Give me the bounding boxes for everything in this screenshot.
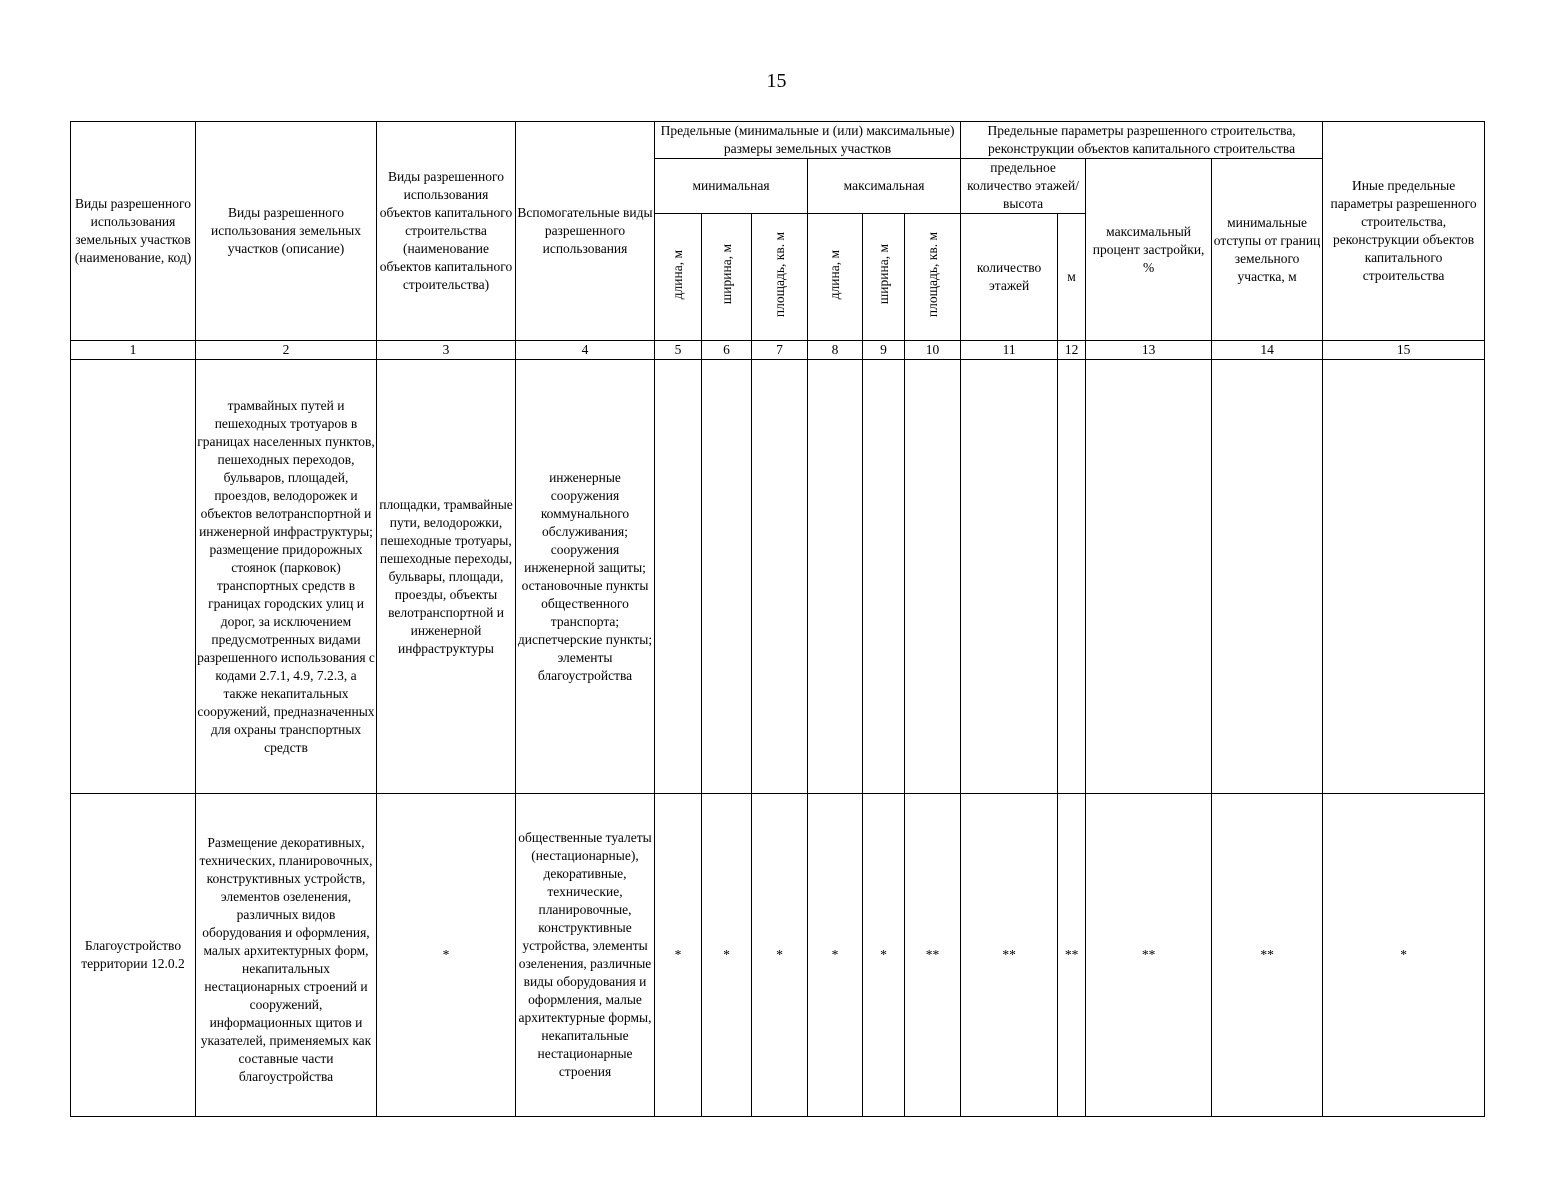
table-row bbox=[71, 794, 1485, 1117]
column-number: 11 bbox=[961, 341, 1058, 360]
header-floors: количество этажей bbox=[961, 214, 1058, 341]
header-minimum: минимальная bbox=[655, 159, 808, 214]
header-maximum: максимальная bbox=[808, 159, 961, 214]
column-numbers-row bbox=[71, 341, 1485, 360]
header-land-use-name: Виды разрешенного использования земельных участков (наименование, код) bbox=[71, 122, 196, 341]
page-number: 15 bbox=[766, 70, 787, 92]
column-number: 14 bbox=[1212, 341, 1323, 360]
header-min-area: площадь, кв. м bbox=[752, 214, 808, 341]
header-land-use-description: Виды разрешенного использования земельных участков (описание) bbox=[196, 122, 377, 341]
row2-min-area: * bbox=[752, 794, 808, 1117]
header-land-plot-limits: Предельные (минимальные и (или) максимальные) размеры земельных участков bbox=[655, 122, 961, 159]
column-number: 3 bbox=[377, 341, 516, 360]
column-number: 10 bbox=[905, 341, 961, 360]
header-max-percent: максимальный процент застройки, % bbox=[1086, 159, 1212, 341]
column-number: 4 bbox=[516, 341, 655, 360]
row1-building-use: площадки, трамвайные пути, велодорожки, пешеходные тротуары, пешеходные переходы, бульвары, площади, проезды, объекты велотранспортной и инженерной инфраструктуры bbox=[377, 360, 516, 794]
row2-land-use-name: Благоустройство территории 12.0.2 bbox=[71, 794, 196, 1117]
row2-meters: ** bbox=[1058, 794, 1086, 1117]
column-number: 1 bbox=[71, 341, 196, 360]
column-number: 13 bbox=[1086, 341, 1212, 360]
header-floors-height: предельное количество этажей/высота bbox=[961, 159, 1086, 214]
column-number: 12 bbox=[1058, 341, 1086, 360]
header-construction-limits: Предельные параметры разрешенного строительства, реконструкции объектов капитального строительства bbox=[961, 122, 1323, 159]
row2-other-parameters: * bbox=[1323, 794, 1485, 1117]
column-number: 15 bbox=[1323, 341, 1485, 360]
header-max-length: длина, м bbox=[808, 214, 863, 341]
row2-building-use: * bbox=[377, 794, 516, 1117]
row1-description: трамвайных путей и пешеходных тротуаров в границах населенных пунктов, пешеходных переходов, бульваров, площадей, проездов, велодорожек и объектов велотранспортной и инженерной инфраструктуры; размещение придорожных стоянок (парковок) транспортных средств в границах городских улиц и дорог, за исключением предусмотренных видами разрешенного использования с кодами 2.7.1, 4.9, 7.2.3, а также некапитальных сооружений, предназначенных для охраны транспортных средств bbox=[196, 360, 377, 794]
row2-max-area: ** bbox=[905, 794, 961, 1117]
row2-max-width: * bbox=[863, 794, 905, 1117]
header-max-area: площадь, кв. м bbox=[905, 214, 961, 341]
column-number: 7 bbox=[752, 341, 808, 360]
row2-floors: ** bbox=[961, 794, 1058, 1117]
land-use-table bbox=[70, 121, 1485, 1117]
row1-land-use-name bbox=[71, 360, 196, 794]
row2-min-setback: ** bbox=[1212, 794, 1323, 1117]
header-auxiliary-use: Вспомогательные виды разрешенного использования bbox=[516, 122, 655, 341]
row2-description: Размещение декоративных, технических, планировочных, конструктивных устройств, элементов озеленения, различных видов оборудования и оформления, малых архитектурных форм, некапитальных нестационарных строений и сооружений, информационных щитов и указателей, применяемых как составные части благоустройства bbox=[196, 794, 377, 1117]
header-max-width: ширина, м bbox=[863, 214, 905, 341]
column-number: 6 bbox=[702, 341, 752, 360]
row2-max-length: * bbox=[808, 794, 863, 1117]
header-meters: м bbox=[1058, 214, 1086, 341]
header-building-use: Виды разрешенного использования объектов капитального строительства (наименование объектов капитального строительства) bbox=[377, 122, 516, 341]
header-min-width: ширина, м bbox=[702, 214, 752, 341]
column-number: 9 bbox=[863, 341, 905, 360]
row2-max-percent: ** bbox=[1086, 794, 1212, 1117]
row2-min-width: * bbox=[702, 794, 752, 1117]
row1-auxiliary-use: инженерные сооружения коммунального обслуживания; сооружения инженерной защиты; остановочные пункты общественного транспорта; диспетчерские пункты; элементы благоустройства bbox=[516, 360, 655, 794]
header-min-setback: минимальные отступы от границ земельного участка, м bbox=[1212, 159, 1323, 341]
row2-min-length: * bbox=[655, 794, 702, 1117]
column-number: 5 bbox=[655, 341, 702, 360]
column-number: 8 bbox=[808, 341, 863, 360]
header-other-parameters: Иные предельные параметры разрешенного строительства, реконструкции объектов капитального строительства bbox=[1323, 122, 1485, 341]
column-number: 2 bbox=[196, 341, 377, 360]
header-min-length: длина, м bbox=[655, 214, 702, 341]
table-row bbox=[71, 360, 1485, 794]
row2-auxiliary-use: общественные туалеты (нестационарные), декоративные, технические, планировочные, конструктивные устройства, элементы озеленения, различные виды оборудования и оформления, малые архитектурные формы, некапитальные нестационарные строения bbox=[516, 794, 655, 1117]
